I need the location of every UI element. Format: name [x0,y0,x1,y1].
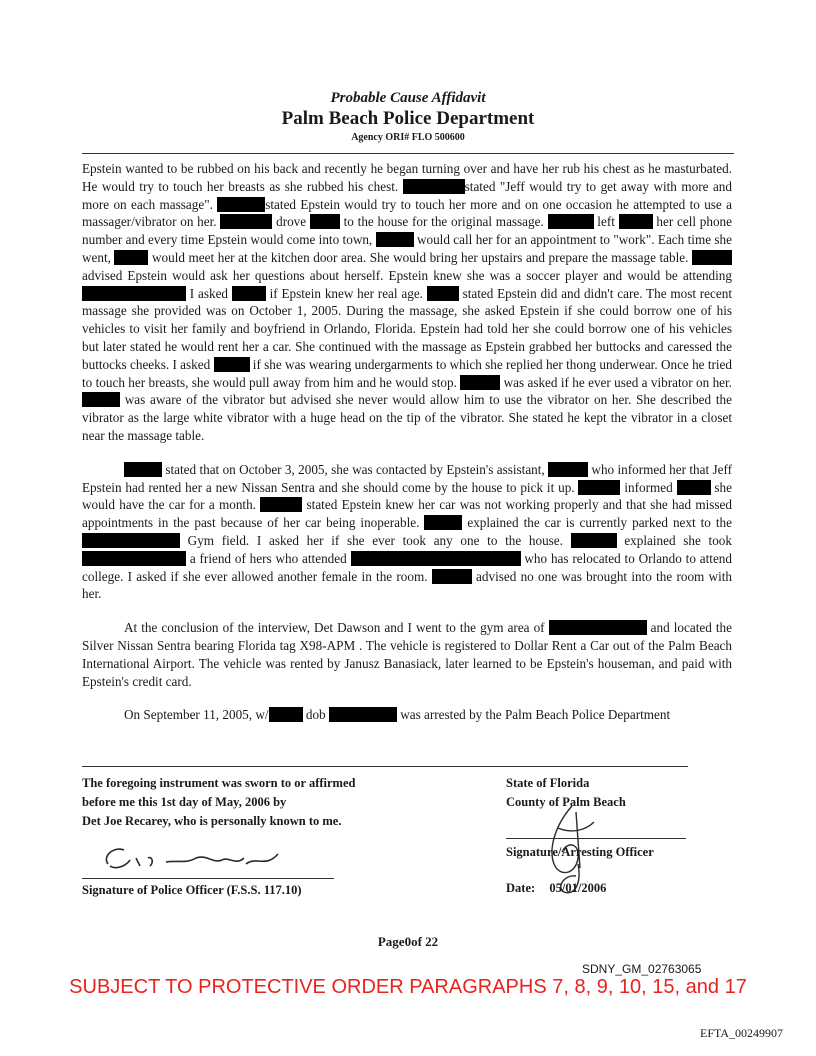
bates-number: SDNY_GM_02763065 [582,962,702,976]
page-number: Page0of 22 [377,934,439,949]
paragraph-4: On September 11, 2005, w/ dob was arrested by the Palm Beach Police Department [124,707,671,723]
redaction [82,533,180,548]
redaction [692,250,732,265]
affidavit-title: Probable Cause Affidavit [330,90,486,106]
paragraph-1: Epstein wanted to be rubbed on his back and recently he began turning over and have her rub his chest as he masturbated. He would try to touch her breasts as she rubbed his chest. stated "Jeff would try to get away with more and more on each massage". stated Epstein would try to touch her more and on one occasion he attempted to use a massager/vibrator on her. drove to the house for the original massage. left her cell phone number and every time Epstein would come into town, would call her for an appointment to "work". Each time she went, would meet her at the kitchen door area. She would bring her upstairs and prepare the massage table. advised Epstein would ask her questions about herself. Epstein knew she was a soccer player and would be attending I asked if Epstein knew her real age. stated Epstein did and didn't care. The most recent massage she provided was on October 1, 2005. During the massage, she asked Epstein if she could borrow one of his vehicles to visit her family and boyfriend in Orlando, Florida. Epstein had told her she could borrow one of his vehicles but later stated he would rent her a car. She continued with the massage as Epstein grabbed her buttocks and caressed the buttocks cheeks. I asked if she was wearing undergarments to which she replied her thong underwear. Once he tried to touch her breasts, she would pull away from him and he would stop. was asked if he ever used a vibrator on her. was aware of the vibrator but advised she never would allow him to use the vibrator on her. She described the vibrator as the large white vibrator with a huge head on the tip of the vibrator. She stated he kept the vibrator in a closet near the massage table. [82,161,733,443]
redaction [217,197,265,212]
police-officer-signature [96,836,296,880]
redaction [427,286,459,301]
redaction [310,214,340,229]
redaction [549,620,647,635]
date-field: Date: 05/01/2006 [506,881,607,895]
redaction [424,515,462,530]
notary-statement: The foregoing instrument was sworn to or affirmed before me this 1st day of May, 2006 by Det Joe Recarey, who is personally known to me. [82,776,356,828]
protective-order-stamp: SUBJECT TO PROTECTIVE ORDER PARAGRAPHS 7, 8, 9, 10, 15, and 17 [69,976,747,998]
redaction [677,480,711,495]
affidavit-body [82,160,732,740]
redaction [548,214,594,229]
redaction [124,462,162,477]
police-signature-label: Signature of Police Officer (F.S.S. 117.10) [82,883,302,897]
redaction [376,232,414,247]
efta-number: EFTA_00249907 [700,1026,784,1040]
arresting-signature-line [506,838,686,839]
redaction [460,375,500,390]
paragraph-2: stated that on October 3, 2005, she was contacted by Epstein's assistant, who informed her that Jeff Epstein had rented her a new Nissan Sentra and she should come by the house to pick it up. informed she would have the car for a month. stated Epstein knew her car was not working properly and that she had missed appointments in the past because of her car being inoperable. explained the car is currently parked next to the Gym field. I asked her if she ever took any one to the house. explained she took a friend of hers who attended who has relocated to Orlando to attend college. I asked if she ever allowed another female in the room. advised no one was brought into the room with her. [82,461,733,602]
redaction [432,569,472,584]
jurisdiction: State of Florida County of Palm Beach [506,776,626,809]
redaction [220,214,272,229]
redaction [329,707,397,722]
header-rule [82,153,734,154]
redaction [269,707,303,722]
redaction [351,551,521,566]
redaction [114,250,148,265]
redaction [548,462,588,477]
footer-rule [82,766,688,767]
paragraph-3: At the conclusion of the interview, Det Dawson and I went to the gym area of and located the Silver Nissan Sentra bearing Florida tag X98-APM . The vehicle is registered to Dollar Rent a Car out of the Palm Beach International Airport. The vehicle was rented by Janusz Banasiack, later learned to be Epstein's houseman, and paid with Epstein's credit card. [82,620,732,689]
redaction [578,480,620,495]
redaction [82,551,186,566]
department-name: Palm Beach Police Department [281,108,535,129]
redaction [214,357,250,372]
redaction [82,286,186,301]
redaction [619,214,653,229]
redaction [571,533,617,548]
agency-ori: Agency ORI# FLO 500600 [351,132,465,143]
arresting-signature-label: Signature/Arresting Officer [506,845,654,859]
redaction [232,286,266,301]
redaction [260,497,302,512]
police-signature-line [82,878,334,879]
redaction [403,179,465,194]
redaction [82,392,120,407]
